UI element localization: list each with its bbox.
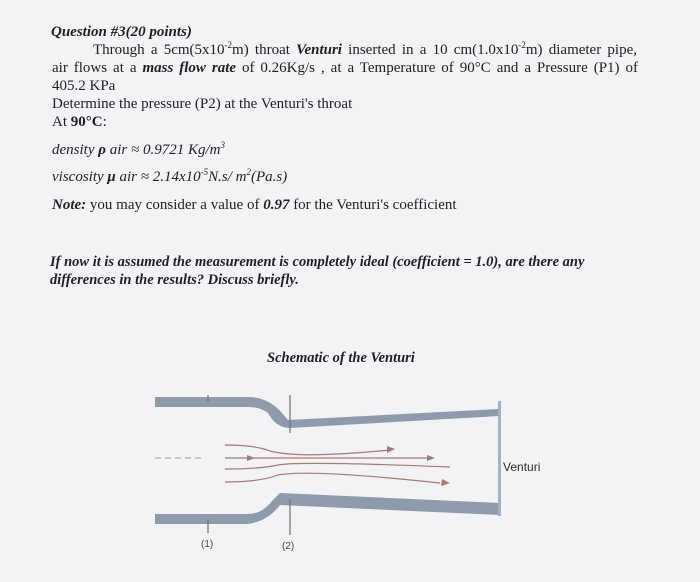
streamline-top xyxy=(225,445,390,455)
followup-line-1: If now it is assumed the measurement is completely ideal (coefficient = 1.0), are there any xyxy=(50,254,585,270)
problem-line-1: Through a $5cm(5x10^{-2}m)$ throat Venturi inserted in a 10 $cm(1.0x10^{-2}m)$ diameter pipe, xyxy=(93,40,637,58)
venturi-top-wall xyxy=(155,397,500,428)
station-2-label: (2) xyxy=(282,541,295,552)
schematic-title: Schematic of the Venturi xyxy=(267,350,415,366)
venturi-outlet-edge xyxy=(498,401,501,516)
followup-line-2: differences in the results? Discuss briefly. xyxy=(50,272,299,288)
arrowhead xyxy=(427,455,435,461)
arrowhead xyxy=(387,446,395,453)
arrowhead xyxy=(441,479,450,486)
station-1-label: (1) xyxy=(201,539,214,550)
density-line: density ρ air ≈ 0.9721 $Kg/m^3$ xyxy=(52,140,225,158)
problem-line-3: 405.2 KPa xyxy=(52,78,116,94)
streamline-bottom xyxy=(225,473,440,483)
streamline-mid-lower xyxy=(225,463,450,469)
arrowhead xyxy=(247,455,255,461)
determine-line: Determine the pressure (P2) at the Venturi's throat xyxy=(52,96,353,112)
venturi-diagram xyxy=(150,395,570,565)
temperature-line: At 90°C: xyxy=(52,114,107,130)
venturi-label: Venturi xyxy=(503,460,541,474)
venturi-schematic xyxy=(150,395,570,565)
note-line: Note: you may consider a value of 0.97 for the Venturi's coefficient xyxy=(52,197,457,213)
problem-line-2: air flows at a mass flow rate of 0.26Kg/s , at a Temperature of 90°C and a Pressure (P1) of xyxy=(52,60,638,76)
viscosity-line: viscosity μ air ≈ $2.14x10^{-5}N.s/$ $m^2(Pa.s)$ xyxy=(52,167,288,185)
venturi-bottom-wall xyxy=(155,493,500,524)
question-title: Question #3(20 points) xyxy=(51,24,192,40)
